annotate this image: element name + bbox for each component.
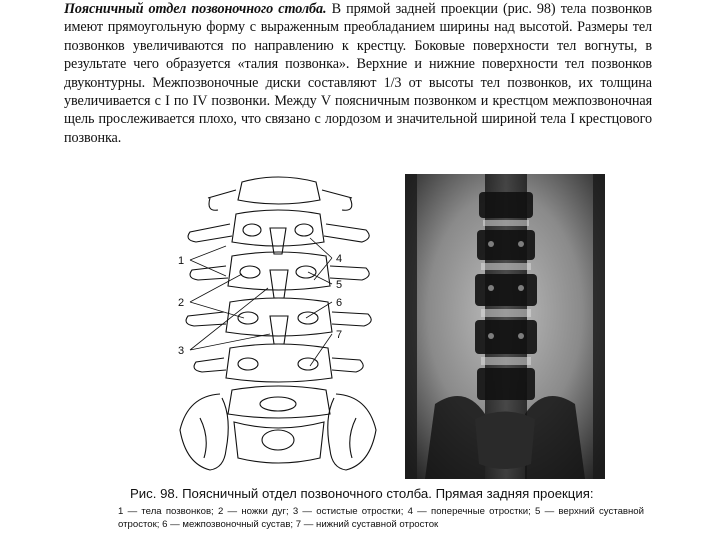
label-4: 4	[336, 253, 343, 265]
figure-legend: 1 — тела позвонков; 2 — ножки дуг; 3 — остистые отростки; 4 — поперечные отростки; 5 — верхний суставной отросток; 6 — межпозвоночный сустав; 7 — нижний суставной отросток	[118, 506, 644, 530]
section-heading: Поясничный отдел позвоночного столба.	[64, 1, 327, 17]
label-6: 6	[336, 297, 343, 309]
spine-diagram	[170, 168, 385, 478]
label-2: 2	[178, 297, 185, 309]
label-3: 3	[178, 345, 185, 357]
label-7: 7	[336, 329, 343, 341]
figure-caption: Рис. 98. Поясничный отдел позвоночного столба. Прямая задняя проекция:	[130, 486, 594, 501]
xray-image	[405, 174, 605, 479]
label-1: 1	[178, 255, 185, 267]
body-paragraph	[64, 0, 652, 147]
label-5: 5	[336, 279, 343, 291]
paragraph-text: В прямой задней проекции (рис. 98) тела позвонков имеют прямоугольную форму с выраженным преобладанием ширины над высотой. Размеры тел позвонков увеличиваются по направлению к крестцу. Боковые поверхности тел вогнуты, в результате чего образуется «талия позвонка». Верхние и нижние поверхности тел позвонков двуконтурны. Межпозвоночные диски составляют 1/3 от высоты тел позвонков, их толщина увеличивается с I по IV позвонки. Между V поясничным позвонком и крестцом межпозвоночная щель прослеживается плохо, что связано с лордозом и значительной шириной тела I крестцового позвонка.	[64, 1, 652, 146]
